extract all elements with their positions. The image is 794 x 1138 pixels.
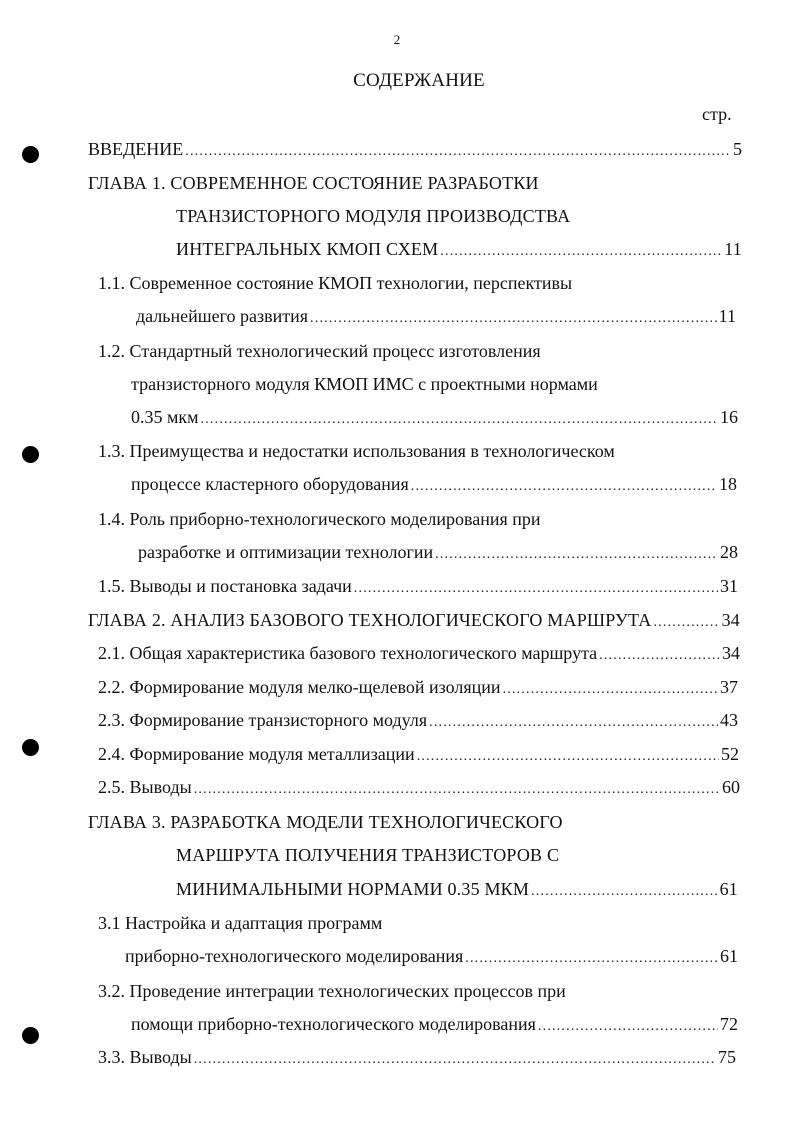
toc-entry-2-5: [98, 775, 740, 799]
toc-entry-page: 16: [720, 407, 738, 427]
leader-dots: [310, 304, 717, 328]
toc-entry-page: 31: [720, 576, 738, 596]
toc-chapter-title-cont: МАРШРУТА ПОЛУЧЕНИЯ ТРАНЗИСТОРОВ С: [176, 845, 560, 865]
toc-chapter-title-cont: ТРАНЗИСТОРНОГО МОДУЛЯ ПРОИЗВОДСТВА: [176, 206, 571, 226]
toc-entry-page: 37: [720, 677, 738, 697]
page-number: 2: [393, 32, 401, 47]
binder-hole: [22, 446, 39, 463]
leader-dots: [194, 775, 720, 799]
page-title: СОДЕРЖАНИЕ: [353, 70, 485, 91]
toc-section-title: 1.3. Преимущества и недостатки использования в технологическом: [98, 441, 615, 461]
leader-dots: [465, 944, 718, 968]
page-column-label: стр.: [702, 104, 732, 124]
toc-section-title: 1.2. Стандартный технологический процесс изготовления: [98, 341, 541, 361]
toc-entry-title: 0.35 мкм: [131, 407, 199, 427]
binder-hole: [22, 146, 39, 163]
toc-entry-page: 61: [719, 879, 738, 899]
toc-entry-page: 18: [719, 474, 737, 494]
leader-dots: [429, 708, 718, 732]
leader-dots: [194, 1045, 716, 1069]
toc-section-title: 1.1. Современное состояние КМОП технологии, перспективы: [98, 273, 573, 293]
toc-entry-1-2: [131, 405, 738, 429]
toc-entry-1-5: [98, 574, 738, 598]
binder-hole: [22, 739, 39, 756]
toc-entry-2-2: [98, 675, 738, 699]
leader-dots: [435, 540, 718, 564]
toc-section-title: 3.2. Проведение интеграции технологических процессов при: [98, 981, 566, 1001]
leader-dots: [531, 877, 718, 901]
toc-entry-title: разработке и оптимизации технологии: [138, 542, 434, 562]
toc-entry-chapter-2: [88, 608, 740, 632]
toc-section-title-cont: транзисторного модуля КМОП ИМС с проектными нормами: [131, 374, 598, 394]
toc-entry-page: 61: [720, 946, 738, 966]
toc-entry-page: 11: [724, 239, 742, 259]
toc-entry-2-1: [98, 641, 740, 665]
toc-section-title: 1.4. Роль приборно-технологического моделирования при: [98, 509, 541, 529]
leader-dots: [653, 608, 719, 632]
toc-entry-title: ГЛАВА 2. АНАЛИЗ БАЗОВОГО ТЕХНОЛОГИЧЕСКОГО МАРШРУТА: [88, 610, 652, 630]
toc-entry-page: 34: [721, 610, 740, 630]
leader-dots: [417, 742, 719, 766]
toc-entry-title: ИНТЕГРАЛЬНЫХ КМОП СХЕМ: [176, 239, 439, 259]
toc-entry-page: 60: [722, 777, 740, 797]
toc-entry-page: 28: [720, 542, 738, 562]
toc-chapter-title: ГЛАВА 1. СОВРЕМЕННОЕ СОСТОЯНИЕ РАЗРАБОТКИ: [88, 173, 539, 193]
toc-entry-2-3: [98, 708, 738, 732]
toc-entry-chapter-1: [176, 237, 742, 261]
toc-entry-title: ВВЕДЕНИЕ: [88, 139, 184, 159]
toc-entry-title: 2.4. Формирование модуля металлизации: [98, 744, 415, 764]
toc-entry-title: 1.5. Выводы и постановка задачи: [98, 576, 352, 596]
toc-section-title: 3.1 Настройка и адаптация программ: [98, 913, 383, 933]
leader-dots: [411, 472, 717, 496]
leader-dots: [201, 405, 718, 429]
toc-entry-1-3: [131, 472, 737, 496]
toc-entry-page: 34: [722, 643, 740, 663]
toc-entry-page: 75: [718, 1047, 736, 1067]
toc-entry-intro: [88, 137, 742, 161]
toc-entry-page: 52: [721, 744, 739, 764]
toc-entry-title: 2.2. Формирование модуля мелко-щелевой изоляции: [98, 677, 501, 697]
toc-entry-page: 11: [718, 306, 736, 326]
toc-entry-page: 5: [733, 139, 742, 159]
toc-entry-title: дальнейшего развития: [136, 306, 309, 326]
leader-dots: [599, 641, 720, 665]
toc-entry-2-4: [98, 742, 739, 766]
toc-entry-1-4: [138, 540, 738, 564]
toc-entry-title: 3.3. Выводы: [98, 1047, 192, 1067]
toc-chapter-title: ГЛАВА 3. РАЗРАБОТКА МОДЕЛИ ТЕХНОЛОГИЧЕСКОГО: [88, 812, 563, 832]
leader-dots: [440, 237, 722, 261]
toc-entry-title: 2.5. Выводы: [98, 777, 192, 797]
toc-entry-title: 2.1. Общая характеристика базового технологического маршрута: [98, 643, 598, 663]
toc-entry-title: МИНИМАЛЬНЫМИ НОРМАМИ 0.35 МКМ: [176, 879, 530, 899]
toc-entry-title: помощи приборно-технологического моделирования: [131, 1014, 536, 1034]
toc-entry-3-2: [131, 1012, 738, 1036]
toc-entry-3-1: [125, 944, 738, 968]
toc-entry-title: процессе кластерного оборудования: [131, 474, 409, 494]
leader-dots: [354, 574, 718, 598]
toc-entry-page: 43: [720, 710, 738, 730]
leader-dots: [503, 675, 718, 699]
binder-hole: [22, 1027, 39, 1044]
toc-entry-title: 2.3. Формирование транзисторного модуля: [98, 710, 428, 730]
toc-entry-title: приборно-технологического моделирования: [125, 946, 464, 966]
leader-dots: [538, 1012, 718, 1036]
toc-entry-chapter-3: [176, 877, 738, 901]
leader-dots: [185, 137, 731, 161]
toc-entry-page: 72: [720, 1014, 738, 1034]
toc-entry-1-1: [136, 304, 736, 328]
toc-entry-3-3: [98, 1045, 736, 1069]
